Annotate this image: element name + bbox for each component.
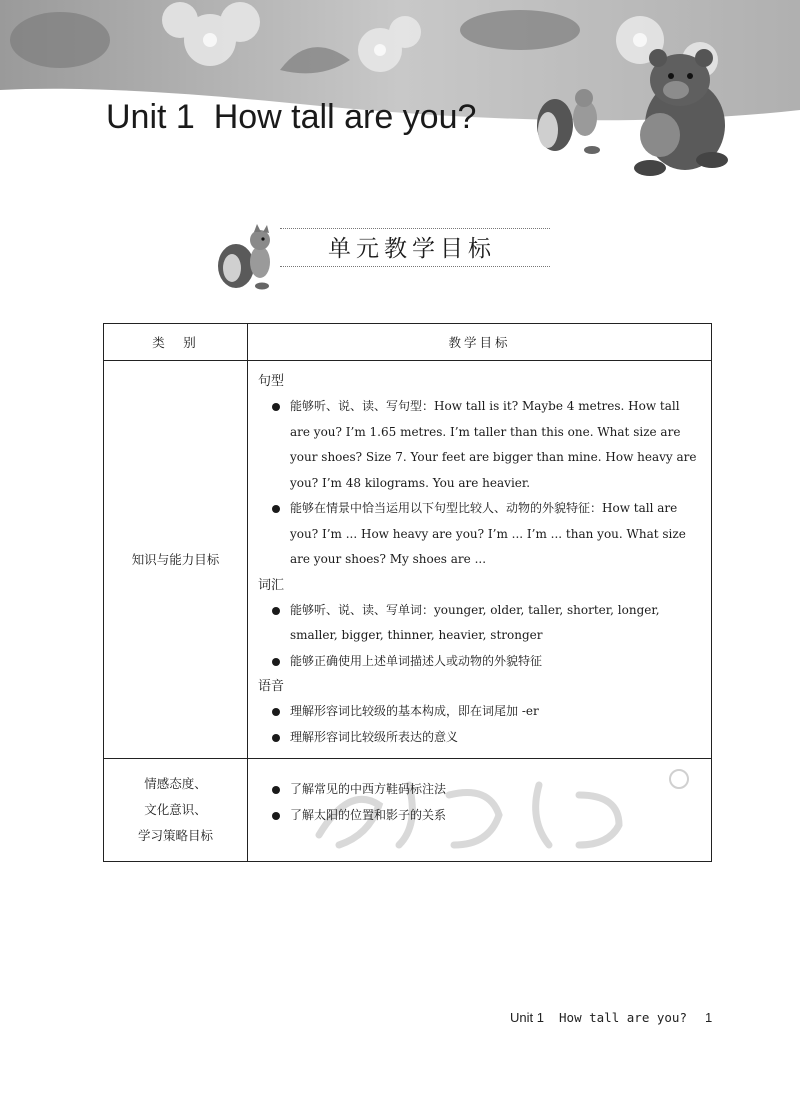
list-item: 能够听、说、读、写单词：younger, older, taller, shorter, longer, smaller, bigger, thinner, heavier, stronger: [258, 598, 701, 649]
category-line: 情感态度、: [144, 776, 207, 791]
column-header-goals: 教学目标: [248, 324, 712, 361]
list-item: 了解太阳的位置和影子的关系: [258, 803, 701, 829]
table-header-row: [104, 324, 712, 361]
goals-cell: [248, 361, 712, 759]
list-item: 能够在情景中恰当运用以下句型比较人、动物的外貌特征：How tall are you? I’m ... How heavy are you? I’m ... I’m ... than you. What size are your shoes? My shoes are ...: [258, 496, 701, 573]
category-cell: 知识与能力目标: [104, 361, 248, 759]
list-item: 理解形容词比较级的基本构成，即在词尾加 -er: [258, 699, 701, 725]
goals-table: [103, 323, 712, 862]
category-cell: [104, 759, 248, 862]
list-item: 能够正确使用上述单词描述人或动物的外貌特征: [258, 649, 701, 675]
group-title-phonics: 语音: [258, 679, 285, 694]
flower-banner-illustration: [0, 0, 800, 190]
footer-unit-label: Unit 1: [510, 1010, 544, 1025]
list-item: 能够听、说、读、写句型：How tall is it? Maybe 4 metres. How tall are you? I’m 1.65 metres. I’m taller than this one. What size are your shoes? Size 7. Your feet are bigger than mine. How heavy are you? I’m 48 kilograms. You are heavier.: [258, 394, 701, 496]
table-row: [104, 361, 712, 759]
unit-title: Unit 1 How tall are you?: [106, 98, 477, 136]
dotted-rule: [280, 228, 550, 229]
squirrel-illustration: [210, 222, 280, 294]
group-title-vocabulary: 词汇: [258, 577, 285, 593]
list-item: 了解常见的中西方鞋码标注法: [258, 777, 701, 803]
footer-title: How tall are you?: [559, 1010, 687, 1025]
dotted-rule: [280, 266, 550, 267]
goals-cell: [248, 759, 712, 862]
category-line: 学习策略目标: [137, 828, 213, 843]
section-heading: [210, 222, 550, 294]
category-line: 文化意识、: [144, 802, 207, 817]
section-label: 单元教学目标: [328, 236, 496, 262]
column-header-category: 类 别: [104, 324, 248, 361]
table-row: [104, 759, 712, 862]
group-title-sentence-patterns: 句型: [258, 374, 285, 389]
list-item: 理解形容词比较级所表达的意义: [258, 725, 701, 751]
page-footer: [510, 1010, 712, 1025]
page-number: 1: [704, 1010, 713, 1025]
